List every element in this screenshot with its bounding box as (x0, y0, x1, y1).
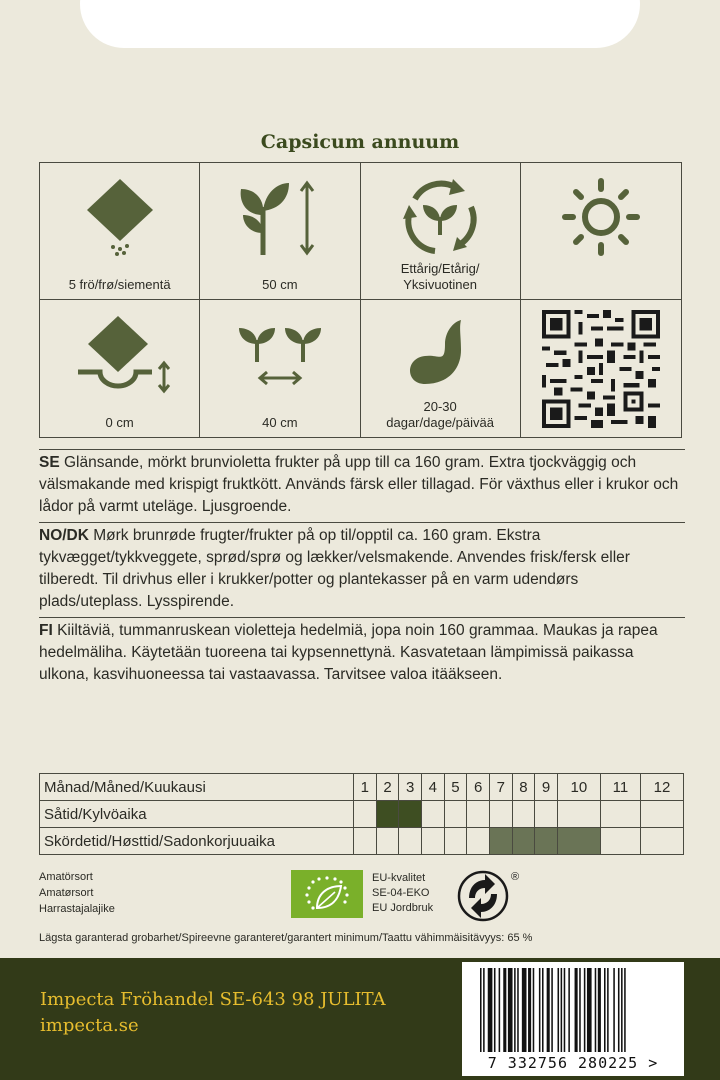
month-cell: 7 (489, 774, 512, 801)
lang-code-se: SE (39, 454, 60, 471)
month-cell: 1 (354, 774, 377, 801)
harvest-month-cell (512, 828, 535, 855)
sun-cell (521, 163, 681, 300)
harvest-month-cell (399, 828, 422, 855)
amateur-line-no: Amatørsort (39, 887, 94, 899)
description-no-dk (39, 523, 685, 618)
sowing-row (40, 801, 684, 828)
month-cell: 6 (467, 774, 490, 801)
description-block (39, 449, 685, 690)
harvest-month-cell (467, 828, 490, 855)
plant-height-icon (235, 177, 325, 257)
company-info (40, 987, 386, 1039)
amateur-variety (39, 869, 115, 917)
sowing-month-cell (512, 801, 535, 828)
description-text-se: Glänsande, mörkt brunvioletta frukter på upp till ca 160 gram. Extra tjockväggig och välsmakande med krispigt fruktkött. Används färsk eller tillagad. För växthus eller i krukor och lådor på varmt uteläge. Ljusgroende. (39, 454, 679, 515)
sun-icon (556, 177, 646, 257)
eu-organic-leaf-icon (291, 870, 363, 918)
month-cell: 12 (641, 774, 684, 801)
latin-name: Capsicum annuum (260, 131, 460, 153)
harvest-month-cell (444, 828, 467, 855)
barcode (462, 962, 684, 1076)
growing-calendar (39, 773, 684, 855)
month-cell: 8 (512, 774, 535, 801)
amateur-line-fi: Harrastajalajike (39, 903, 115, 915)
sowing-month-cell (489, 801, 512, 828)
description-fi (39, 618, 685, 690)
company-address: Impecta Fröhandel SE-643 98 JULITA (40, 989, 386, 1010)
hang-hole (80, 0, 640, 48)
barcode-number: 7 332756 280225 > (487, 1054, 659, 1072)
germination-cell (361, 300, 521, 437)
harvest-label: Skördetid/Høsttid/Sadonkorjuuaika (40, 828, 354, 855)
company-website[interactable]: impecta.se (40, 1015, 139, 1036)
month-cell: 4 (421, 774, 444, 801)
depth-label: 0 cm (105, 415, 134, 430)
harvest-month-cell (354, 828, 377, 855)
sowing-month-cell (641, 801, 684, 828)
harvest-month-cell (557, 828, 600, 855)
amateur-line-se: Amatörsort (39, 871, 93, 883)
lang-code-no-dk: NO/DK (39, 527, 89, 544)
qr-code-icon[interactable] (542, 310, 660, 428)
description-se (39, 450, 685, 523)
month-cell: 11 (600, 774, 640, 801)
month-cell: 9 (535, 774, 558, 801)
sowing-month-cell (467, 801, 490, 828)
description-text-fi: Kiiltäviä, tummanruskean violetteja hedelmiä, jopa noin 160 grammaa. Maukas ja rapea hedelmäliha. Käytetään tuoreena tai kypsennettynä. Kasvatetaan lämpimissä paikassa ulkona, kasvihuoneessa tai vastaavassa. Tarvitsee valoa itääkseen. (39, 622, 658, 683)
sowing-depth-icon (70, 314, 170, 394)
sowing-month-cell (444, 801, 467, 828)
description-text-no-dk: Mørk brunrøde frugter/frukter på op til/opptil ca. 160 gram. Ekstra tykvægget/tykkveggete, sprød/sprø og lækker/velsmakende. Anvendes frisk/fersk eller tilberedt. Til drivhus eller i krukker/potter og plantekasser på en varm udendørs plads/uteplass. Lysspirende. (39, 527, 630, 610)
eu-line-agriculture: EU Jordbruk (372, 902, 434, 914)
annual-cell (361, 163, 521, 300)
harvest-month-cell (376, 828, 399, 855)
month-cell: 2 (376, 774, 399, 801)
seed-packet-icon (75, 177, 165, 257)
month-cell: 3 (399, 774, 422, 801)
qr-cell (521, 300, 681, 437)
height-cell (200, 163, 360, 300)
sowing-month-cell (354, 801, 377, 828)
sowing-month-cell (535, 801, 558, 828)
harvest-month-cell (600, 828, 640, 855)
green-dot-recycling-icon (457, 868, 521, 924)
sprouting-seed-icon (395, 314, 485, 394)
month-header: Månad/Måned/Kuukausi (40, 774, 354, 801)
sowing-month-cell (557, 801, 600, 828)
annual-cycle-icon (395, 177, 485, 257)
seeds-label: 5 frö/frø/siementä (68, 277, 171, 292)
eu-line-code: SE-04-EKO (372, 887, 430, 899)
sowing-month-cell (376, 801, 399, 828)
registered-mark: ® (510, 871, 520, 883)
spacing-label: 40 cm (262, 415, 298, 430)
sowing-month-cell (399, 801, 422, 828)
sowing-month-cell (600, 801, 640, 828)
annual-label: Ettårig/Etårig/ Yksivuotinen (400, 261, 480, 292)
harvest-row (40, 828, 684, 855)
month-row (40, 774, 684, 801)
harvest-month-cell (535, 828, 558, 855)
harvest-month-cell (641, 828, 684, 855)
month-cell: 10 (557, 774, 600, 801)
barcode-bars-icon (462, 962, 684, 1056)
eu-quality-text (372, 871, 433, 916)
germination-guarantee: Lägsta garanterad grobarhet/Spireevne garanteret/garantert minimum/Taattu vähimmäisitävyys: 65 % (39, 932, 533, 944)
sowing-month-cell (421, 801, 444, 828)
seeds-cell (40, 163, 200, 300)
harvest-month-cell (421, 828, 444, 855)
plant-spacing-icon (235, 314, 325, 394)
eu-line-quality: EU-kvalitet (372, 872, 426, 884)
month-cell: 5 (444, 774, 467, 801)
spacing-cell (200, 300, 360, 437)
germination-label: 20-30 dagar/dage/päivää (386, 399, 494, 430)
sowing-label: Såtid/Kylvöaika (40, 801, 354, 828)
depth-cell (40, 300, 200, 437)
harvest-month-cell (489, 828, 512, 855)
lang-code-fi: FI (39, 622, 53, 639)
height-label: 50 cm (262, 277, 298, 292)
icon-grid (39, 162, 682, 438)
